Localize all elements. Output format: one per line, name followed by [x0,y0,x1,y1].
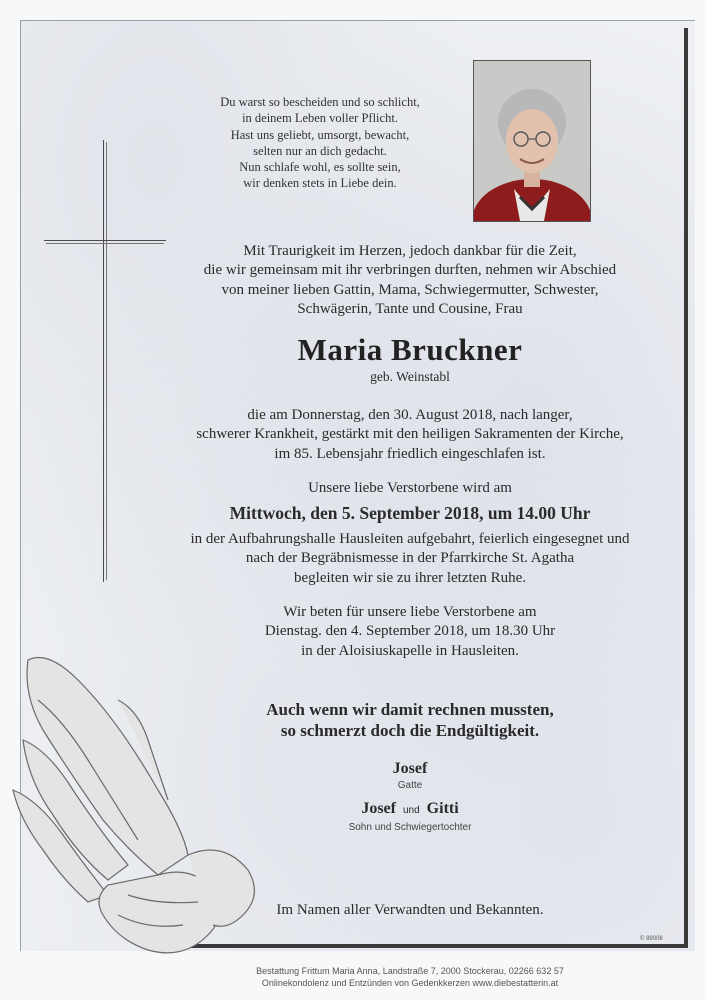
intro-text [140,242,680,319]
prayer-line: in der Aloisiuskapelle in Hausleiten. [301,642,519,659]
funeral-date: Mittwoch, den 5. September 2018, um 14.00 Uhr [229,503,591,523]
praying-hands-icon [8,640,268,970]
death-line: die am Donnerstag, den 30. August 2018, nach langer, [247,407,573,423]
maiden-name: geb. Weinstabl [370,369,450,384]
survivor-role: Sohn und Schwiegertochter [348,822,472,833]
funeral-line: in der Aufbahrungshalle Hausleiten aufgebahrt, feierlich eingesegnet und [190,531,630,547]
survivor-name: Josef [392,760,428,777]
poem-line: Du warst so bescheiden und so schlicht, [220,95,420,109]
death-line: im 85. Lebensjahr friedlich eingeschlafen ist. [274,445,546,462]
death-text [140,406,680,464]
survivor-joiner: und [402,805,420,816]
cross-icon [103,140,104,582]
intro-line: die wir gemeinsam mit ihr verbringen durften, nehmen wir Abschied [203,262,617,279]
poem-line: Hast uns geliebt, umsorgt, bewacht, [230,127,410,142]
footer-address: Bestattung Frittum Maria Anna, Landstraße 7, 2000 Stockerau, 02266 632 57 [256,966,564,976]
cross-beam [44,240,166,241]
footer-website: Onlinekondolenz und Entzünden von Gedenkkerzen www.diebestatterin.at [261,978,559,988]
survivor-name-b: Gitti [426,800,459,817]
prayer-line: Dienstag. den 4. September 2018, um 18.30 Uhr [264,623,556,640]
death-line: schwerer Krankheit, gestärkt mit den heiligen Sakramenten der Kirche, [196,426,624,443]
cross-icon-inner [106,142,107,580]
frame-shadow-right [684,28,688,948]
quote-line: so schmerzt doch die Endgültigkeit. [280,721,540,740]
funeral-text [140,530,680,588]
prayer-line: Wir beten für unsere liebe Verstorbene am [283,604,537,620]
survivor-role: Gatte [397,780,423,791]
intro-line: von meiner lieben Gattin, Mama, Schwiegermutter, Schwester, [221,281,599,298]
funeral-line: nach der Begräbnismesse in der Pfarrkirche St. Agatha [245,550,575,567]
poem-line: Nun schlafe wohl, es sollte sein, [239,160,401,175]
deceased-name: Maria Bruckner [297,332,523,367]
poem-line: in deinem Leben voller Pflicht. [242,111,398,126]
intro-line: Mit Traurigkeit im Herzen, jedoch dankbar für die Zeit, [243,243,577,259]
portrait-photo [473,60,591,222]
funeral-line: begleiten wir sie zu ihrer letzten Ruhe. [294,569,526,586]
poem [160,94,480,192]
quote-line: Auch wenn wir damit rechnen mussten, [266,700,554,719]
poem-line: selten nur an dich gedacht. [253,143,387,158]
funeral-intro: Unsere liebe Verstorbene wird am [308,480,512,496]
intro-line: Schwägerin, Tante und Cousine, Frau [297,300,523,317]
family-signoff: Im Namen aller Verwandten und Bekannten. [276,902,544,918]
print-code: © 89008 [640,936,663,942]
poem-line: wir denken stets in Liebe dein. [243,176,397,191]
survivor-name-a: Josef [361,800,396,817]
